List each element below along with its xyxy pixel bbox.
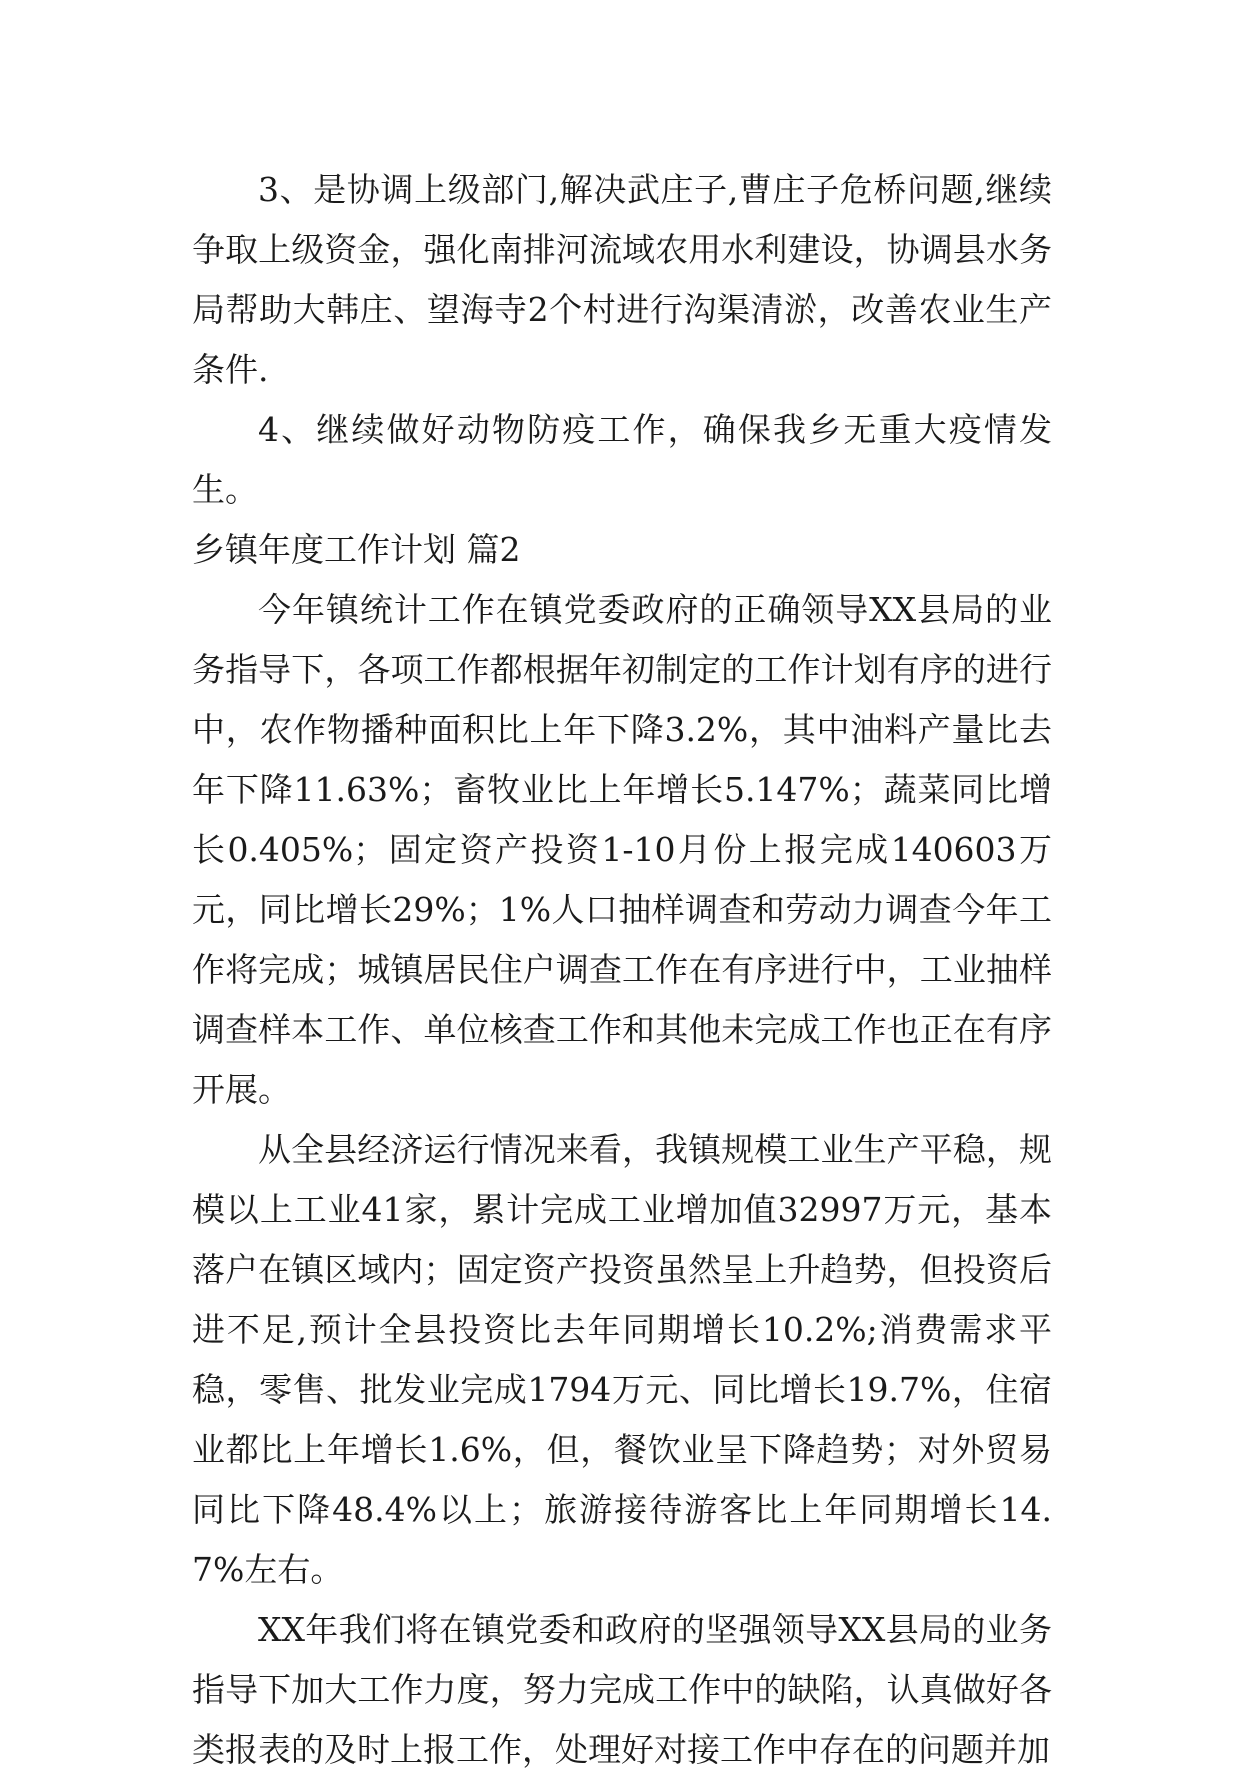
paragraph-item-3: 3、是协调上级部门,解决武庄子,曹庄子危桥问题,继续争取上级资金，强化南排河流域农用水利建设，协调县水务局帮助大韩庄、望海寺2个村进行沟渠清淤，改善农业生产条件. [192,170,1052,389]
section-heading: 乡镇年度工作计划 篇2 [192,530,521,569]
paragraph-statistics-progress: 今年镇统计工作在镇党委政府的正确领导XX县局的业务指导下，各项工作都根据年初制定的工作计划有序的进行中，农作物播种面积比上年下降3.2%，其中油料产量比去年下降11.63%；畜牧业比上年增长5.147%；蔬菜同比增长0.405%；固定资产投资1-10月份上报完成140603万元，同比增长29%；1%人口抽样调查和劳动力调查今年工作将完成；城镇居民住户调查工作在有序进行中，工业抽样调查样本工作、单位核查工作和其他未完成工作也正在有序开展。 [192,590,1052,1109]
paragraph-next-year-plan: XX年我们将在镇党委和政府的坚强领导XX县局的业务指导下加大工作力度，努力完成工作中的缺陷，认真做好各类报表的及时上报工作，处理好对接工作中存在的问题并加 [192,1610,1052,1769]
paragraph-economic-situation: 从全县经济运行情况来看，我镇规模工业生产平稳，规模以上工业41家，累计完成工业增加值32997万元，基本落户在镇区域内；固定资产投资虽然呈上升趋势，但投资后进不足,预计全县投资比去年同期增长10.2%;消费需求平稳，零售、批发业完成1794万元、同比增长19.7%，住宿业都比上年增长1.6%，但，餐饮业呈下降趋势；对外贸易同比下降48.4%以上；旅游接待游客比上年同期增长14.7%左右。 [192,1130,1052,1589]
paragraph-item-4: 4、继续做好动物防疫工作，确保我乡无重大疫情发生。 [192,410,1052,509]
document-body [192,160,1052,1780]
